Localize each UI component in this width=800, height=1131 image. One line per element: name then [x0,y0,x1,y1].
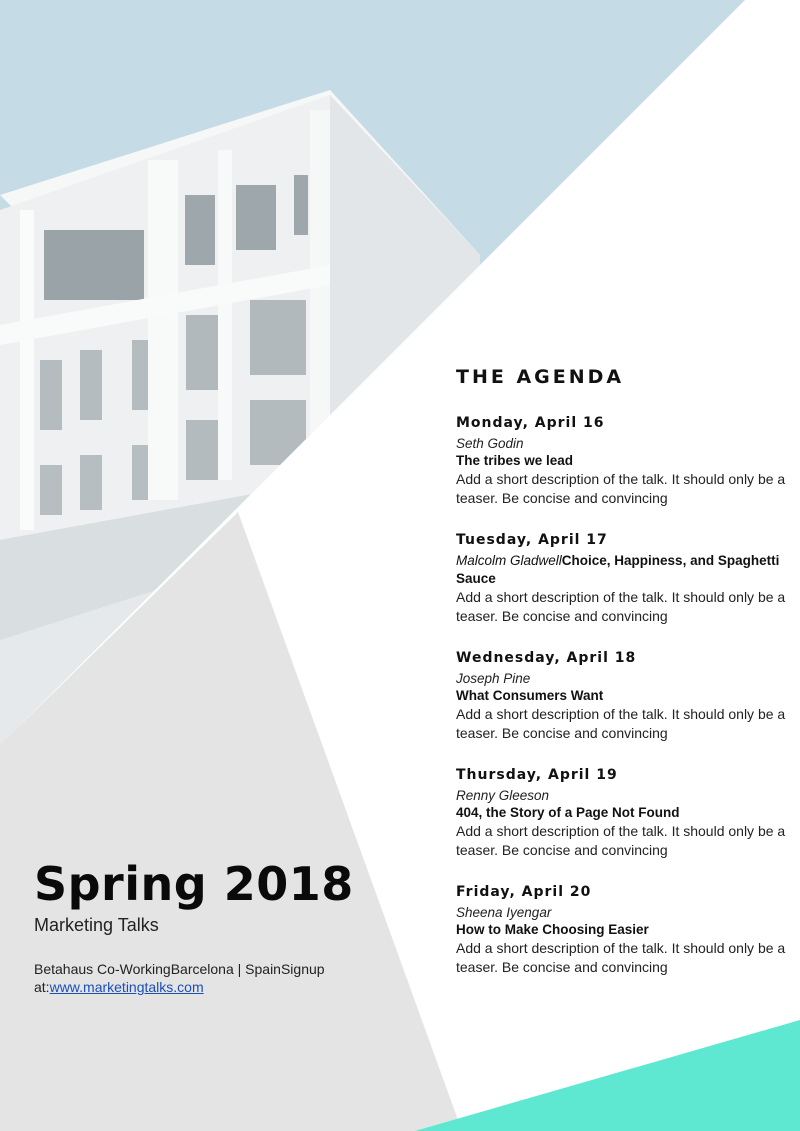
signup-link[interactable]: www.marketingtalks.com [49,979,204,995]
hero-block [34,855,394,936]
day-speaker: Malcolm Gladwell [456,553,562,568]
agenda-day-thursday [456,766,786,859]
day-talk-title: 404, the Story of a Page Not Found [456,805,680,820]
day-date: Wednesday, April 18 [456,650,637,666]
venue-info [34,960,364,996]
day-description: Add a short description of the talk. It should only be a teaser. Be concise and convincing [456,471,786,506]
day-date: Tuesday, April 17 [456,532,608,548]
event-subtitle: Marketing Talks [34,915,159,935]
day-speaker: Sheena Iyengar [456,905,552,920]
day-talk-title: Choice, Happiness, and Spaghetti Sauce [456,553,780,586]
agenda-day-wednesday [456,649,786,742]
day-speaker-and-talk [456,552,786,588]
event-title: Spring 2018 [34,857,354,911]
day-description: Add a short description of the talk. It should only be a teaser. Be concise and convincing [456,706,786,741]
day-description: Add a short description of the talk. It should only be a teaser. Be concise and convincing [456,823,786,858]
agenda-day-tuesday [456,531,786,625]
day-talk-title: The tribes we lead [456,453,574,468]
teal-accent [415,1020,800,1131]
agenda-section [456,366,786,1000]
agenda-day-monday [456,414,786,507]
day-talk-title: How to Make Choosing Easier [456,922,649,937]
agenda-title: THE AGENDA [456,366,625,388]
day-description: Add a short description of the talk. It should only be a teaser. Be concise and convincing [456,589,786,624]
day-speaker: Renny Gleeson [456,788,550,803]
day-description: Add a short description of the talk. It should only be a teaser. Be concise and convincing [456,940,786,975]
day-date: Monday, April 16 [456,415,605,431]
day-date: Friday, April 20 [456,884,592,900]
day-date: Thursday, April 19 [456,767,618,783]
day-speaker: Joseph Pine [456,671,531,686]
day-speaker: Seth Godin [456,436,524,451]
agenda-day-friday [456,883,786,976]
venue-location: Betahaus Co-WorkingBarcelona | SpainSignup at: [34,961,325,995]
day-talk-title: What Consumers Want [456,688,604,703]
